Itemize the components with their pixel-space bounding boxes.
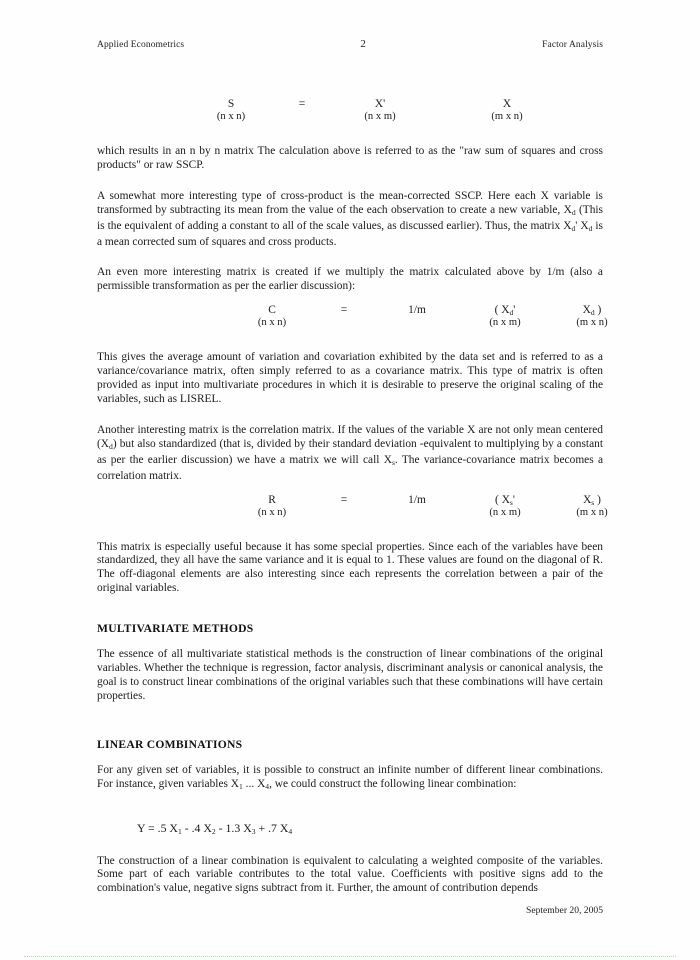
section-gap-1 — [97, 606, 603, 622]
paragraph-correlation-intro — [97, 424, 603, 484]
corr-term2-dim: (m x n) — [576, 506, 608, 518]
cov-term1-dim: (n x m) — [489, 317, 521, 329]
eq-gap-4 — [97, 804, 603, 811]
p8-subscript-1: 1 — [239, 781, 243, 791]
lc-term-4: + .7 X — [255, 820, 289, 835]
corr-lhs-dim: (n x n) — [257, 506, 287, 518]
sscp-equals: = — [298, 98, 306, 110]
paragraph-raw-sscp: which results in an n by n matrix The calculation above is referred to as the "raw sum of squares and cross products" or raw SSCP. — [97, 145, 603, 171]
p8-subscript-4: 4 — [265, 781, 270, 791]
p2-part-d: is a mean corrected sum of squares and cross products. — [97, 219, 603, 248]
cov-equals: = — [340, 304, 348, 317]
p5-part-c: . The variance-covariance matrix becomes a correlation matrix. — [97, 453, 604, 482]
header-right-title: Factor Analysis — [542, 40, 603, 50]
lc-sub-4: 4 — [288, 826, 293, 836]
cov-term2-close: ) — [594, 304, 602, 317]
section-gap-2 — [97, 714, 603, 738]
sscp-term2-dim: (m x n) — [491, 111, 523, 122]
para-gap-1 — [97, 183, 603, 190]
cov-term1-sub: d — [509, 308, 514, 318]
heading-linear-combinations: LINEAR COMBINATIONS — [97, 737, 243, 751]
p2-part-a: A somewhat more interesting type of cross-product is the mean-corrected SSCP. Here each X variable is transformed by subtracting its mean from the value of the each observation to create a new variable, X — [97, 189, 603, 216]
cov-term2-x: X — [582, 304, 591, 317]
equation-linear-combination — [137, 821, 603, 836]
paragraph-weighted-composite: The construction of a linear combination is equivalent to calculating a weighted composite of the variables. Some part of each variable contributes to the total value. Coefficients with positive signs add to the combination's value, negative signs subtract from it. Further, the amount of contribution depends — [97, 854, 603, 895]
cov-term1-prime: ' — [513, 304, 516, 317]
sscp-term2: X — [502, 98, 512, 110]
para-gap-3 — [97, 417, 603, 424]
corr-term1 — [472, 494, 538, 507]
paragraph-one-over-m: An even more interesting matrix is created if we multiply the matrix calculated above by 1/m (also a permissible transformation as per the earlier discussion): — [97, 266, 603, 293]
running-header — [97, 38, 603, 50]
cov-term2-dim: (m x n) — [576, 317, 608, 329]
corr-lhs: R — [268, 493, 276, 506]
page-content — [97, 38, 608, 906]
page-bottom-rule — [24, 956, 676, 958]
corr-term2 — [559, 494, 625, 507]
cov-lhs-dim: (n x n) — [257, 317, 287, 329]
p8-part-c: , we could construct the following linear combination: — [269, 777, 517, 790]
p8-part-b: ... X — [242, 777, 266, 790]
corr-term1-sub: s — [509, 497, 513, 507]
equation-covariance — [97, 304, 608, 334]
lc-term-3: - 1.3 X — [215, 820, 252, 835]
cov-term2-sub: d — [590, 308, 595, 318]
paragraph-mean-corrected — [97, 190, 603, 250]
paragraph-covariance-explain: This gives the average amount of variation and covariation exhibited by the data set and is referred to as a variance/covariance matrix, often simply referred to as a covariance matrix. This type of matrix is often provided as input into multivariate procedures in which it is desirable to preserve the original scaling of the variables, such as LISREL. — [97, 351, 603, 405]
cov-scalar: 1/m — [408, 304, 426, 317]
p5-part-a: Another interesting matrix is the correlation matrix. If the values of the variable X are not only mean centered (X — [97, 423, 603, 450]
corr-scalar: 1/m — [408, 493, 426, 506]
cov-term2 — [559, 304, 625, 317]
header-gap-2 — [97, 74, 603, 90]
p2-subscript-d2: d — [571, 223, 576, 233]
p2-part-b: (This is the equivalent of adding a constant to all of the scale values, as discussed earlier). Thus, the matrix X — [97, 203, 603, 232]
sscp-lhs-dim: (n x n) — [216, 111, 246, 122]
eq-gap-2 — [97, 344, 603, 351]
sscp-term1-dim: (n x m) — [364, 111, 396, 122]
cov-term1 — [472, 304, 538, 317]
lc-lhs: Y = .5 X — [137, 820, 178, 835]
eq-gap-5 — [97, 848, 603, 855]
p2-subscript-d3: d — [588, 223, 593, 233]
page-number: 2 — [360, 38, 366, 50]
lc-sub-3: 3 — [251, 826, 256, 836]
footer-date: September 20, 2005 — [525, 905, 603, 916]
cov-lhs: C — [268, 304, 276, 317]
eq-gap-3 — [97, 534, 603, 541]
corr-term1-open: ( X — [495, 493, 510, 506]
corr-term2-close: ) — [594, 493, 601, 506]
p5-subscript-s: s — [391, 457, 395, 467]
p8-part-a: For any given set of variables, it is possible to construct an infinite number of different linear combinations. For instance, given variables X — [97, 763, 603, 790]
p5-subscript-d: d — [109, 441, 113, 451]
corr-term1-prime: ' — [512, 493, 515, 506]
lc-sub-2: 2 — [211, 826, 216, 836]
para-gap-2 — [97, 259, 603, 266]
equation-correlation — [97, 493, 608, 524]
header-left-title: Applied Econometrics — [97, 40, 185, 50]
sscp-lhs: S — [227, 98, 235, 110]
eq-gap-1 — [97, 138, 603, 145]
corr-term2-sub: s — [591, 497, 595, 507]
cov-term1-open: ( X — [494, 304, 510, 317]
header-gap — [97, 50, 603, 74]
corr-equals: = — [340, 493, 348, 506]
p2-part-c: ' X — [575, 219, 589, 232]
sscp-term1: X' — [374, 98, 386, 110]
paragraph-multivariate-essence: The essence of all multivariate statistical methods is the construction of linear combinations of the original variables. Whether the technique is regression, factor analysis, discriminant analysis or canonical analysis, the goal is to construct linear combinations of the original variables such that these combinations will have certain properties. — [97, 648, 603, 702]
corr-term1-dim: (n x m) — [489, 506, 521, 518]
p2-subscript-d1: d — [571, 207, 576, 217]
p5-part-b: ) but also standardized (that is, divided by their standard deviation -equivalent to multiplying by a constant as per the earlier discussion) we have a matrix we will call X — [97, 437, 603, 466]
equation-sscp — [97, 98, 603, 128]
lc-sub-1: 1 — [177, 826, 182, 836]
paragraph-correlation-properties: This matrix is especially useful because it has some special properties. Since each of the variables have been standardized, they all have the same variance and it is equal to 1. These values are found on the diagonal of R. The off-diagonal elements are also interesting since each represents the correlation between a pair of the original variables. — [97, 540, 603, 595]
lc-term-2: - .4 X — [181, 820, 212, 835]
paragraph-linear-combination-intro — [97, 764, 603, 794]
heading-multivariate-methods: MULTIVARIATE METHODS — [97, 622, 254, 636]
corr-term2-x: X — [583, 493, 592, 506]
